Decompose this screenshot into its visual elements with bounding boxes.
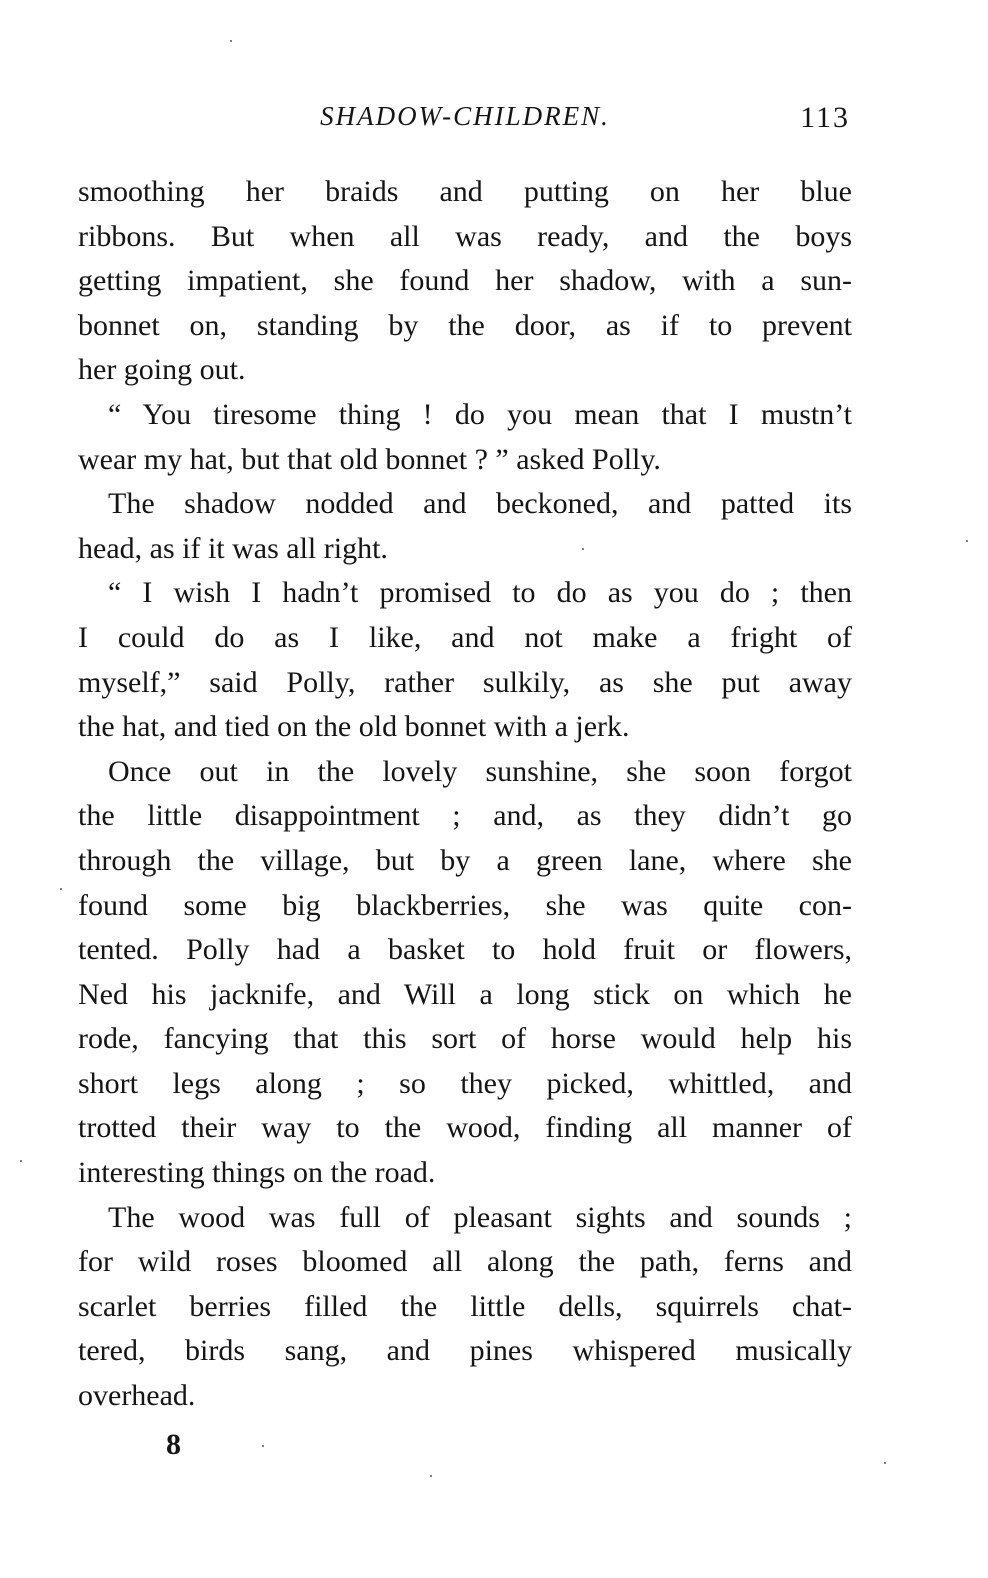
scan-speck: [966, 540, 968, 542]
text-line: interesting things on the road.: [78, 1156, 436, 1190]
text-line: overhead.: [78, 1379, 196, 1413]
text-line: Ned his jacknife, and Will a long stick on which he: [78, 977, 852, 1011]
text-line: bonnet on, standing by the door, as if to prevent: [78, 308, 852, 342]
page-number: 113: [800, 101, 850, 134]
text-line: rode, fancying that this sort of horse would help his: [78, 1022, 852, 1056]
scan-speck: [230, 40, 232, 42]
text-line: trotted their way to the wood, finding all manner of: [78, 1111, 852, 1145]
scan-speck: [262, 1445, 264, 1447]
text-line: her going out.: [78, 353, 246, 387]
text-line: found some big blackberries, she was quite con-: [78, 888, 852, 922]
text-line: through the village, but by a green lane, where she: [78, 843, 852, 877]
scan-speck: [582, 548, 584, 550]
scan-speck: [60, 888, 62, 890]
text-line: short legs along ; so they picked, whittled, and: [78, 1066, 852, 1100]
text-line: smoothing her braids and putting on her blue: [78, 175, 852, 208]
text-line: Once out in the lovely sunshine, she soon forgot: [108, 754, 852, 788]
text-line: getting impatient, she found her shadow, with a sun-: [78, 264, 852, 298]
text-line: tered, birds sang, and pines whispered musically: [78, 1334, 852, 1368]
text-line: for wild roses bloomed all along the path, ferns and: [78, 1245, 852, 1279]
text-line: The wood was full of pleasant sights and sounds ;: [108, 1200, 852, 1234]
text-line: “ I wish I hadn’t promised to do as you do ; then: [108, 576, 852, 610]
text-line: I could do as I like, and not make a fright of: [78, 620, 852, 654]
body-text: [78, 170, 852, 1419]
text-line: wear my hat, but that old bonnet ? ” asked Polly.: [78, 442, 661, 476]
text-line: the hat, and tied on the old bonnet with a jerk.: [78, 710, 630, 744]
scan-speck: [20, 1160, 22, 1162]
text-line: the little disappointment ; and, as they didn’t go: [78, 799, 852, 833]
text-line: head, as if it was all right.: [78, 531, 388, 565]
text-line: scarlet berries filled the little dells, squirrels chat-: [78, 1289, 852, 1323]
text-line: “ You tiresome thing ! do you mean that I mustn’t: [108, 397, 852, 431]
running-head: [78, 96, 852, 136]
scan-speck: [884, 1462, 886, 1464]
text-line: myself,” said Polly, rather sulkily, as she put away: [78, 665, 852, 699]
scan-speck: [430, 1475, 432, 1477]
text-line: ribbons. But when all was ready, and the boys: [78, 219, 852, 253]
text-line: tented. Polly had a basket to hold fruit or flowers,: [78, 933, 852, 967]
signature-mark: 8: [166, 1428, 181, 1461]
text-line: The shadow nodded and beckoned, and patted its: [108, 487, 852, 521]
running-title: SHADOW-CHILDREN.: [320, 101, 610, 131]
